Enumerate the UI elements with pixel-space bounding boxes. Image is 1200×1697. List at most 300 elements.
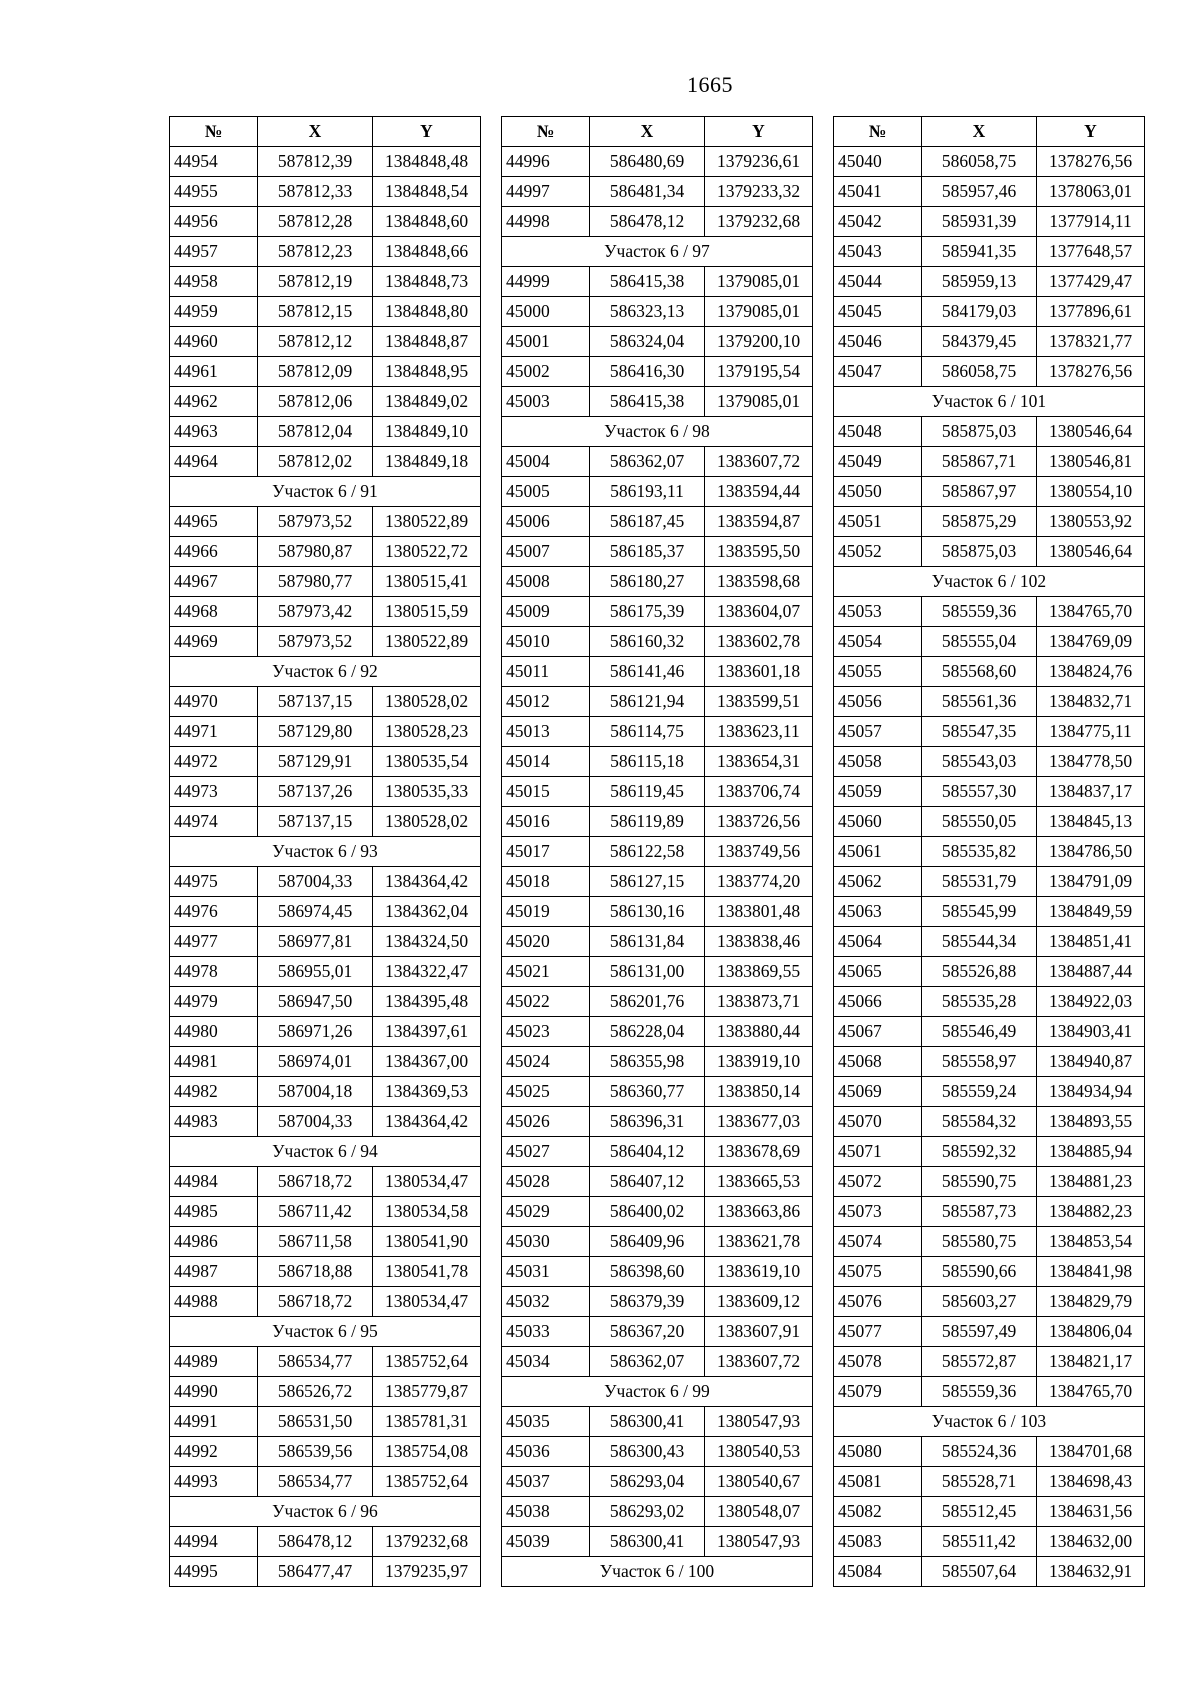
table-row	[170, 1257, 481, 1287]
table-row	[170, 1557, 481, 1587]
y-coordinate: 1377429,47	[1037, 267, 1145, 297]
y-coordinate: 1379195,54	[705, 357, 813, 387]
y-coordinate: 1384395,48	[373, 987, 481, 1017]
point-number: 44970	[170, 687, 258, 717]
y-coordinate: 1384369,53	[373, 1077, 481, 1107]
y-coordinate: 1383850,14	[705, 1077, 813, 1107]
y-coordinate: 1377896,61	[1037, 297, 1145, 327]
y-coordinate: 1384848,48	[373, 147, 481, 177]
table-row	[502, 387, 813, 417]
table-row	[502, 987, 813, 1017]
table-row	[502, 747, 813, 777]
coordinate-tables	[169, 116, 1149, 1586]
x-coordinate: 587980,77	[258, 567, 373, 597]
x-coordinate: 586228,04	[590, 1017, 705, 1047]
table-row	[170, 537, 481, 567]
x-coordinate: 586127,15	[590, 867, 705, 897]
y-coordinate: 1384849,59	[1037, 897, 1145, 927]
x-coordinate: 586115,18	[590, 747, 705, 777]
y-coordinate: 1383604,07	[705, 597, 813, 627]
x-coordinate: 585528,71	[922, 1467, 1037, 1497]
y-coordinate: 1384893,55	[1037, 1107, 1145, 1137]
x-coordinate: 586058,75	[922, 357, 1037, 387]
table-row	[502, 807, 813, 837]
point-number: 44973	[170, 777, 258, 807]
y-coordinate: 1380522,72	[373, 537, 481, 567]
point-number: 45074	[834, 1227, 922, 1257]
point-number: 45015	[502, 777, 590, 807]
table-row	[834, 687, 1145, 717]
x-coordinate: 587812,09	[258, 357, 373, 387]
y-coordinate: 1380546,64	[1037, 417, 1145, 447]
y-coordinate: 1384364,42	[373, 867, 481, 897]
y-coordinate: 1380534,47	[373, 1287, 481, 1317]
point-number: 45026	[502, 1107, 590, 1137]
table-row	[834, 1077, 1145, 1107]
x-coordinate: 585524,36	[922, 1437, 1037, 1467]
y-coordinate: 1384848,73	[373, 267, 481, 297]
x-coordinate: 585531,79	[922, 867, 1037, 897]
point-number: 45078	[834, 1347, 922, 1377]
y-coordinate: 1380541,90	[373, 1227, 481, 1257]
table-row	[502, 1257, 813, 1287]
table-header-row	[834, 117, 1145, 147]
x-coordinate: 587973,52	[258, 507, 373, 537]
point-number: 44996	[502, 147, 590, 177]
section-heading-row	[170, 657, 481, 687]
table-row	[170, 507, 481, 537]
point-number: 45022	[502, 987, 590, 1017]
y-coordinate: 1384821,17	[1037, 1347, 1145, 1377]
point-number: 44958	[170, 267, 258, 297]
table-row	[834, 747, 1145, 777]
y-coordinate: 1380548,07	[705, 1497, 813, 1527]
y-coordinate: 1377648,57	[1037, 237, 1145, 267]
table-row	[170, 147, 481, 177]
x-coordinate: 586974,45	[258, 897, 373, 927]
point-number: 45033	[502, 1317, 590, 1347]
table-row	[170, 1077, 481, 1107]
point-number: 44988	[170, 1287, 258, 1317]
section-heading: Участок 6 / 98	[502, 417, 813, 447]
point-number: 44990	[170, 1377, 258, 1407]
section-heading: Участок 6 / 99	[502, 1377, 813, 1407]
point-number: 45045	[834, 297, 922, 327]
point-number: 44961	[170, 357, 258, 387]
x-coordinate: 587812,23	[258, 237, 373, 267]
table-row	[834, 987, 1145, 1017]
table-row	[834, 1437, 1145, 1467]
x-coordinate: 585959,13	[922, 267, 1037, 297]
point-number: 45057	[834, 717, 922, 747]
y-coordinate: 1384848,60	[373, 207, 481, 237]
point-number: 45059	[834, 777, 922, 807]
y-coordinate: 1383919,10	[705, 1047, 813, 1077]
y-coordinate: 1383774,20	[705, 867, 813, 897]
point-number: 45046	[834, 327, 922, 357]
y-coordinate: 1379085,01	[705, 297, 813, 327]
y-coordinate: 1384631,56	[1037, 1497, 1145, 1527]
y-coordinate: 1384849,10	[373, 417, 481, 447]
table-row	[834, 207, 1145, 237]
table-row	[502, 1407, 813, 1437]
y-coordinate: 1384367,00	[373, 1047, 481, 1077]
y-coordinate: 1383607,91	[705, 1317, 813, 1347]
section-heading-row	[502, 1557, 813, 1587]
x-coordinate: 586531,50	[258, 1407, 373, 1437]
table-row	[502, 297, 813, 327]
point-number: 44981	[170, 1047, 258, 1077]
y-coordinate: 1378321,77	[1037, 327, 1145, 357]
table-row	[834, 657, 1145, 687]
y-coordinate: 1379085,01	[705, 267, 813, 297]
table-row	[502, 597, 813, 627]
y-coordinate: 1378276,56	[1037, 147, 1145, 177]
point-number: 45060	[834, 807, 922, 837]
x-coordinate: 587129,80	[258, 717, 373, 747]
header-number: №	[170, 117, 258, 147]
x-coordinate: 586534,77	[258, 1347, 373, 1377]
table-row	[834, 717, 1145, 747]
table-row	[502, 1497, 813, 1527]
table-row	[834, 807, 1145, 837]
point-number: 45027	[502, 1137, 590, 1167]
point-number: 45064	[834, 927, 922, 957]
x-coordinate: 586407,12	[590, 1167, 705, 1197]
x-coordinate: 586119,45	[590, 777, 705, 807]
x-coordinate: 586187,45	[590, 507, 705, 537]
point-number: 45036	[502, 1437, 590, 1467]
point-number: 45083	[834, 1527, 922, 1557]
y-coordinate: 1377914,11	[1037, 207, 1145, 237]
point-number: 44956	[170, 207, 258, 237]
point-number: 45001	[502, 327, 590, 357]
point-number: 44997	[502, 177, 590, 207]
table-row	[834, 1347, 1145, 1377]
y-coordinate: 1380546,64	[1037, 537, 1145, 567]
y-coordinate: 1384851,41	[1037, 927, 1145, 957]
table-row	[502, 1197, 813, 1227]
y-coordinate: 1383598,68	[705, 567, 813, 597]
y-coordinate: 1384903,41	[1037, 1017, 1145, 1047]
point-number: 45007	[502, 537, 590, 567]
point-number: 44965	[170, 507, 258, 537]
y-coordinate: 1384849,02	[373, 387, 481, 417]
y-coordinate: 1384848,80	[373, 297, 481, 327]
x-coordinate: 585584,32	[922, 1107, 1037, 1137]
point-number: 45018	[502, 867, 590, 897]
y-coordinate: 1384887,44	[1037, 957, 1145, 987]
y-coordinate: 1380553,92	[1037, 507, 1145, 537]
table-row	[502, 1347, 813, 1377]
x-coordinate: 585957,46	[922, 177, 1037, 207]
table-row	[502, 1077, 813, 1107]
table-row	[502, 207, 813, 237]
table-row	[502, 687, 813, 717]
x-coordinate: 586711,58	[258, 1227, 373, 1257]
table-row	[502, 1527, 813, 1557]
point-number: 44991	[170, 1407, 258, 1437]
section-heading: Участок 6 / 103	[834, 1407, 1145, 1437]
y-coordinate: 1385752,64	[373, 1347, 481, 1377]
y-coordinate: 1383726,56	[705, 807, 813, 837]
y-coordinate: 1380546,81	[1037, 447, 1145, 477]
y-coordinate: 1384362,04	[373, 897, 481, 927]
table-row	[502, 657, 813, 687]
x-coordinate: 586300,41	[590, 1407, 705, 1437]
x-coordinate: 586362,07	[590, 1347, 705, 1377]
table-row	[502, 567, 813, 597]
y-coordinate: 1384829,79	[1037, 1287, 1145, 1317]
point-number: 45071	[834, 1137, 922, 1167]
x-coordinate: 586415,38	[590, 267, 705, 297]
point-number: 45034	[502, 1347, 590, 1377]
point-number: 44976	[170, 897, 258, 927]
table-row	[834, 1377, 1145, 1407]
table-row	[834, 837, 1145, 867]
x-coordinate: 586131,00	[590, 957, 705, 987]
table-row	[170, 1047, 481, 1077]
section-heading-row	[834, 567, 1145, 597]
table-row	[834, 957, 1145, 987]
point-number: 45044	[834, 267, 922, 297]
point-number: 45009	[502, 597, 590, 627]
x-coordinate: 585941,35	[922, 237, 1037, 267]
header-x: X	[922, 117, 1037, 147]
table-header-row	[170, 117, 481, 147]
section-heading: Участок 6 / 94	[170, 1137, 481, 1167]
point-number: 45010	[502, 627, 590, 657]
x-coordinate: 586534,77	[258, 1467, 373, 1497]
table-row	[170, 417, 481, 447]
x-coordinate: 586058,75	[922, 147, 1037, 177]
point-number: 45056	[834, 687, 922, 717]
section-heading-row	[834, 387, 1145, 417]
table-row	[170, 1107, 481, 1137]
x-coordinate: 586396,31	[590, 1107, 705, 1137]
point-number: 45047	[834, 357, 922, 387]
table-row	[170, 1287, 481, 1317]
table-row	[170, 867, 481, 897]
table-row	[834, 1227, 1145, 1257]
table-row	[170, 207, 481, 237]
point-number: 45051	[834, 507, 922, 537]
section-heading: Участок 6 / 97	[502, 237, 813, 267]
y-coordinate: 1384806,04	[1037, 1317, 1145, 1347]
x-coordinate: 585931,39	[922, 207, 1037, 237]
x-coordinate: 586718,72	[258, 1167, 373, 1197]
table-row	[170, 1527, 481, 1557]
table-row	[170, 177, 481, 207]
y-coordinate: 1383601,18	[705, 657, 813, 687]
y-coordinate: 1379232,68	[705, 207, 813, 237]
point-number: 44966	[170, 537, 258, 567]
y-coordinate: 1383706,74	[705, 777, 813, 807]
point-number: 44963	[170, 417, 258, 447]
y-coordinate: 1384824,76	[1037, 657, 1145, 687]
point-number: 45025	[502, 1077, 590, 1107]
point-number: 45040	[834, 147, 922, 177]
y-coordinate: 1385752,64	[373, 1467, 481, 1497]
header-x: X	[258, 117, 373, 147]
point-number: 44995	[170, 1557, 258, 1587]
table-row	[170, 747, 481, 777]
table-row	[834, 417, 1145, 447]
point-number: 45013	[502, 717, 590, 747]
x-coordinate: 586379,39	[590, 1287, 705, 1317]
table-row	[502, 897, 813, 927]
x-coordinate: 587812,02	[258, 447, 373, 477]
y-coordinate: 1380547,93	[705, 1407, 813, 1437]
table-row	[834, 507, 1145, 537]
table-row	[170, 597, 481, 627]
x-coordinate: 586293,04	[590, 1467, 705, 1497]
table-row	[170, 1377, 481, 1407]
y-coordinate: 1378276,56	[1037, 357, 1145, 387]
x-coordinate: 586539,56	[258, 1437, 373, 1467]
x-coordinate: 587812,04	[258, 417, 373, 447]
point-number: 45050	[834, 477, 922, 507]
point-number: 45020	[502, 927, 590, 957]
y-coordinate: 1384885,94	[1037, 1137, 1145, 1167]
x-coordinate: 587973,42	[258, 597, 373, 627]
point-number: 45032	[502, 1287, 590, 1317]
point-number: 44998	[502, 207, 590, 237]
table-row	[834, 1047, 1145, 1077]
table-row	[502, 1467, 813, 1497]
point-number: 45084	[834, 1557, 922, 1587]
point-number: 44968	[170, 597, 258, 627]
x-coordinate: 586293,02	[590, 1497, 705, 1527]
point-number: 45016	[502, 807, 590, 837]
point-number: 45053	[834, 597, 922, 627]
x-coordinate: 586175,39	[590, 597, 705, 627]
x-coordinate: 585507,64	[922, 1557, 1037, 1587]
section-heading: Участок 6 / 91	[170, 477, 481, 507]
x-coordinate: 585572,87	[922, 1347, 1037, 1377]
table-row	[170, 957, 481, 987]
table-row	[502, 1047, 813, 1077]
x-coordinate: 587004,18	[258, 1077, 373, 1107]
y-coordinate: 1380522,89	[373, 507, 481, 537]
x-coordinate: 586480,69	[590, 147, 705, 177]
y-coordinate: 1384849,18	[373, 447, 481, 477]
x-coordinate: 586404,12	[590, 1137, 705, 1167]
point-number: 45048	[834, 417, 922, 447]
x-coordinate: 587812,28	[258, 207, 373, 237]
x-coordinate: 587004,33	[258, 867, 373, 897]
y-coordinate: 1380528,02	[373, 807, 481, 837]
point-number: 45017	[502, 837, 590, 867]
table-row	[502, 1317, 813, 1347]
y-coordinate: 1380534,47	[373, 1167, 481, 1197]
y-coordinate: 1384769,09	[1037, 627, 1145, 657]
table-row	[170, 1407, 481, 1437]
x-coordinate: 586323,13	[590, 297, 705, 327]
y-coordinate: 1384775,11	[1037, 717, 1145, 747]
table-row	[502, 177, 813, 207]
table-row	[502, 1017, 813, 1047]
x-coordinate: 585561,36	[922, 687, 1037, 717]
point-number: 44977	[170, 927, 258, 957]
x-coordinate: 585544,34	[922, 927, 1037, 957]
point-number: 45058	[834, 747, 922, 777]
table-row	[170, 387, 481, 417]
point-number: 45043	[834, 237, 922, 267]
point-number: 45023	[502, 1017, 590, 1047]
x-coordinate: 587973,52	[258, 627, 373, 657]
x-coordinate: 586955,01	[258, 957, 373, 987]
x-coordinate: 587812,33	[258, 177, 373, 207]
header-y: Y	[1037, 117, 1145, 147]
x-coordinate: 585867,71	[922, 447, 1037, 477]
table-row	[502, 1287, 813, 1317]
table-row	[170, 1197, 481, 1227]
point-number: 44964	[170, 447, 258, 477]
table-row	[834, 1557, 1145, 1587]
y-coordinate: 1384848,87	[373, 327, 481, 357]
x-coordinate: 586355,98	[590, 1047, 705, 1077]
point-number: 45081	[834, 1467, 922, 1497]
x-coordinate: 587004,33	[258, 1107, 373, 1137]
point-number: 45067	[834, 1017, 922, 1047]
y-coordinate: 1383880,44	[705, 1017, 813, 1047]
x-coordinate: 587812,12	[258, 327, 373, 357]
section-heading-row	[834, 1407, 1145, 1437]
y-coordinate: 1384632,91	[1037, 1557, 1145, 1587]
y-coordinate: 1383873,71	[705, 987, 813, 1017]
y-coordinate: 1379085,01	[705, 387, 813, 417]
point-number: 45042	[834, 207, 922, 237]
y-coordinate: 1384765,70	[1037, 1377, 1145, 1407]
table-row	[502, 717, 813, 747]
point-number: 45076	[834, 1287, 922, 1317]
x-coordinate: 586114,75	[590, 717, 705, 747]
y-coordinate: 1379200,10	[705, 327, 813, 357]
y-coordinate: 1384324,50	[373, 927, 481, 957]
x-coordinate: 586718,88	[258, 1257, 373, 1287]
point-number: 45039	[502, 1527, 590, 1557]
header-y: Y	[705, 117, 813, 147]
table-row	[170, 567, 481, 597]
x-coordinate: 587812,06	[258, 387, 373, 417]
y-coordinate: 1383607,72	[705, 1347, 813, 1377]
coordinates-table-1	[169, 116, 481, 1587]
point-number: 45011	[502, 657, 590, 687]
table-row	[170, 627, 481, 657]
table-row	[170, 447, 481, 477]
point-number: 45072	[834, 1167, 922, 1197]
x-coordinate: 586398,60	[590, 1257, 705, 1287]
section-heading-row	[170, 837, 481, 867]
point-number: 45024	[502, 1047, 590, 1077]
point-number: 44969	[170, 627, 258, 657]
x-coordinate: 586122,58	[590, 837, 705, 867]
table-row	[834, 627, 1145, 657]
x-coordinate: 586300,43	[590, 1437, 705, 1467]
y-coordinate: 1383749,56	[705, 837, 813, 867]
x-coordinate: 586477,47	[258, 1557, 373, 1587]
x-coordinate: 586718,72	[258, 1287, 373, 1317]
table-row	[834, 537, 1145, 567]
table-row	[170, 897, 481, 927]
point-number: 45002	[502, 357, 590, 387]
table-row	[502, 447, 813, 477]
x-coordinate: 585543,03	[922, 747, 1037, 777]
section-heading-row	[502, 237, 813, 267]
y-coordinate: 1384397,61	[373, 1017, 481, 1047]
x-coordinate: 585535,82	[922, 837, 1037, 867]
